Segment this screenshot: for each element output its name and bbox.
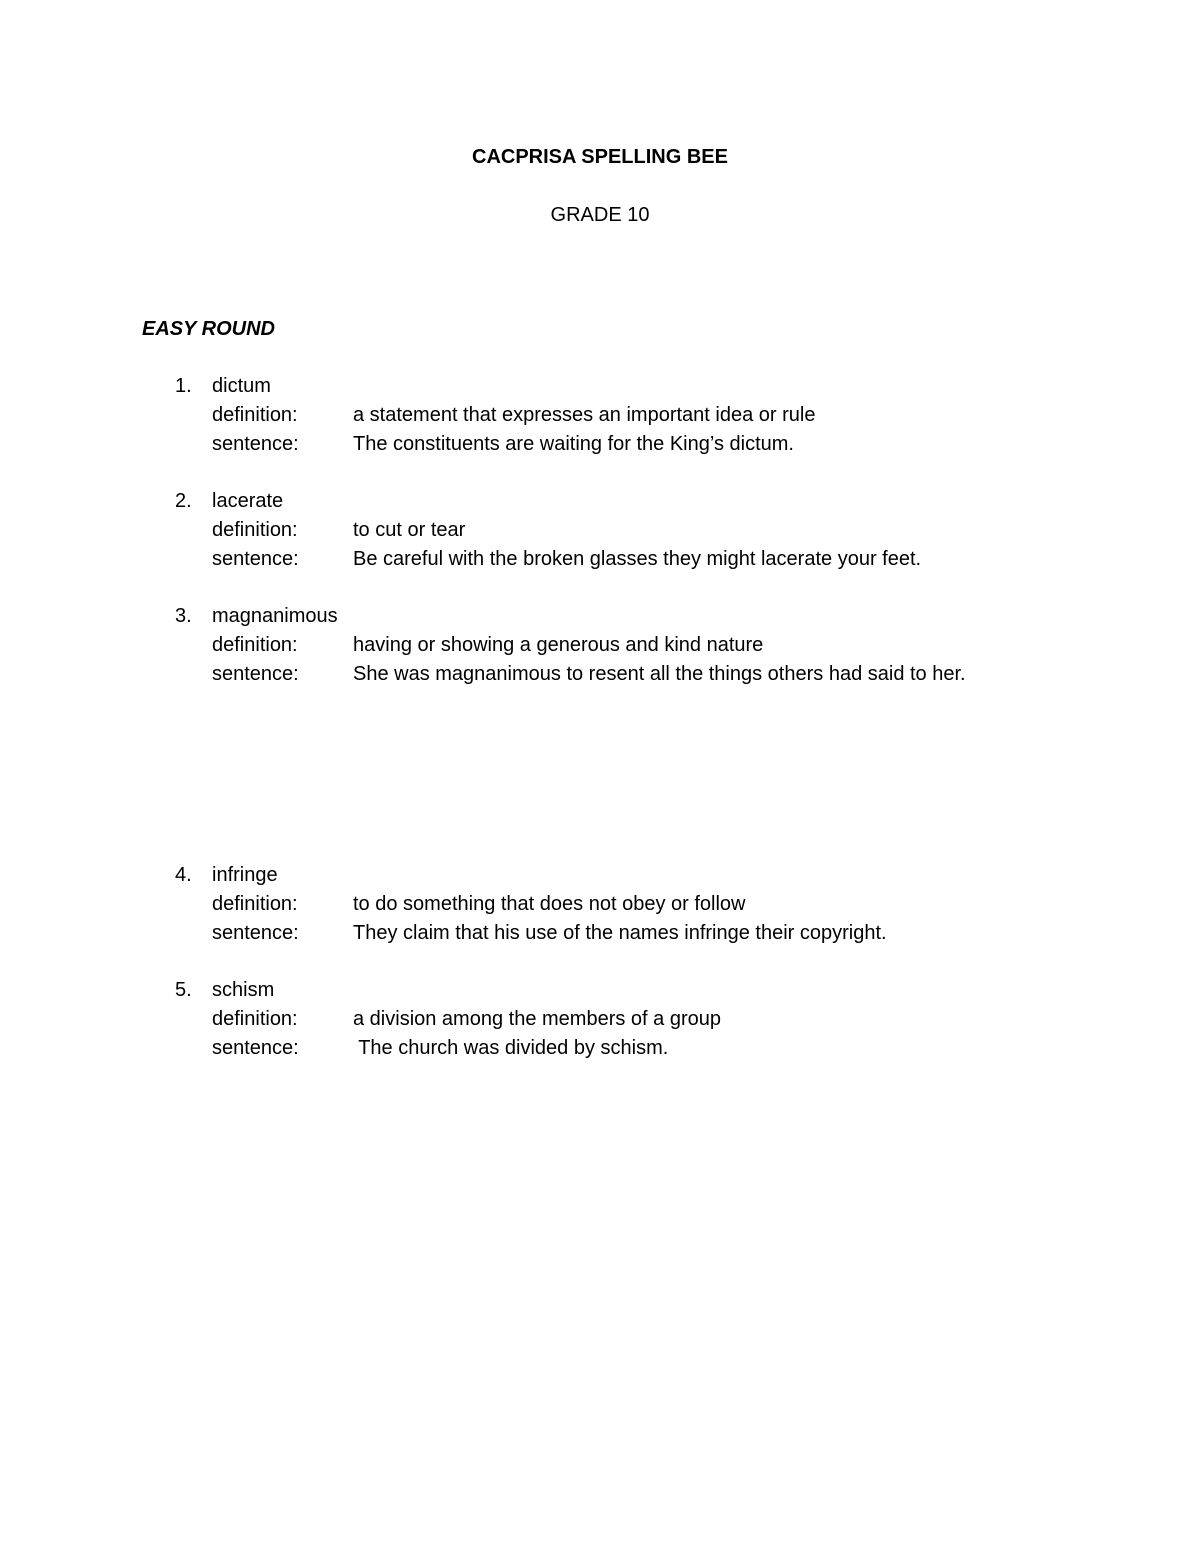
- sentence-text: The church was divided by schism.: [353, 1037, 669, 1059]
- definition-label: definition:: [212, 519, 298, 541]
- sentence-label: sentence:: [212, 548, 299, 570]
- definition-row: [0, 890, 1200, 919]
- definition-text: a division among the members of a group: [353, 1008, 721, 1030]
- definition-row: [0, 1005, 1200, 1034]
- page-title: CACPRISA SPELLING BEE: [472, 146, 728, 168]
- definition-label: definition:: [212, 893, 298, 915]
- grade-label: GRADE 10: [550, 204, 650, 226]
- sentence-text: Be careful with the broken glasses they might lacerate your feet.: [353, 548, 922, 570]
- definition-text: having or showing a generous and kind nature: [353, 634, 764, 656]
- sentence-row: [0, 430, 1200, 459]
- definition-row: [0, 631, 1200, 660]
- definition-text: a statement that expresses an important idea or rule: [353, 404, 816, 426]
- definition-row: [0, 516, 1200, 545]
- entry-word: infringe: [212, 864, 278, 886]
- entry-word: lacerate: [212, 490, 284, 512]
- sentence-label: sentence:: [212, 433, 299, 455]
- entry-number: 5.: [175, 979, 192, 1001]
- sentence-row: [0, 545, 1200, 574]
- sentence-label: sentence:: [212, 922, 299, 944]
- definition-label: definition:: [212, 404, 298, 426]
- entry-number: 2.: [175, 490, 192, 512]
- definition-text: to do something that does not obey or follow: [353, 893, 746, 915]
- entry-word-row: [0, 861, 1200, 890]
- entry-word-row: [0, 602, 1200, 631]
- sentence-text: They claim that his use of the names infringe their copyright.: [353, 922, 887, 944]
- entry-word: dictum: [212, 375, 271, 397]
- entry-number: 4.: [175, 864, 192, 886]
- sentence-text: She was magnanimous to resent all the things others had said to her.: [353, 663, 966, 685]
- definition-row: [0, 401, 1200, 430]
- entry-word: schism: [212, 979, 275, 1001]
- round-heading: EASY ROUND: [142, 318, 275, 340]
- sentence-row: [0, 660, 1200, 689]
- definition-label: definition:: [212, 1008, 298, 1030]
- sentence-text: The constituents are waiting for the King’s dictum.: [353, 433, 794, 455]
- definition-label: definition:: [212, 634, 298, 656]
- entry-number: 3.: [175, 605, 192, 627]
- entry-number: 1.: [175, 375, 192, 397]
- sentence-row: [0, 1034, 1200, 1063]
- entry-word-row: [0, 976, 1200, 1005]
- sentence-row: [0, 919, 1200, 948]
- sentence-label: sentence:: [212, 663, 299, 685]
- entry-word-row: [0, 487, 1200, 516]
- entry-word: magnanimous: [212, 605, 338, 627]
- sentence-label: sentence:: [212, 1037, 299, 1059]
- definition-text: to cut or tear: [353, 519, 466, 541]
- entry-word-row: [0, 372, 1200, 401]
